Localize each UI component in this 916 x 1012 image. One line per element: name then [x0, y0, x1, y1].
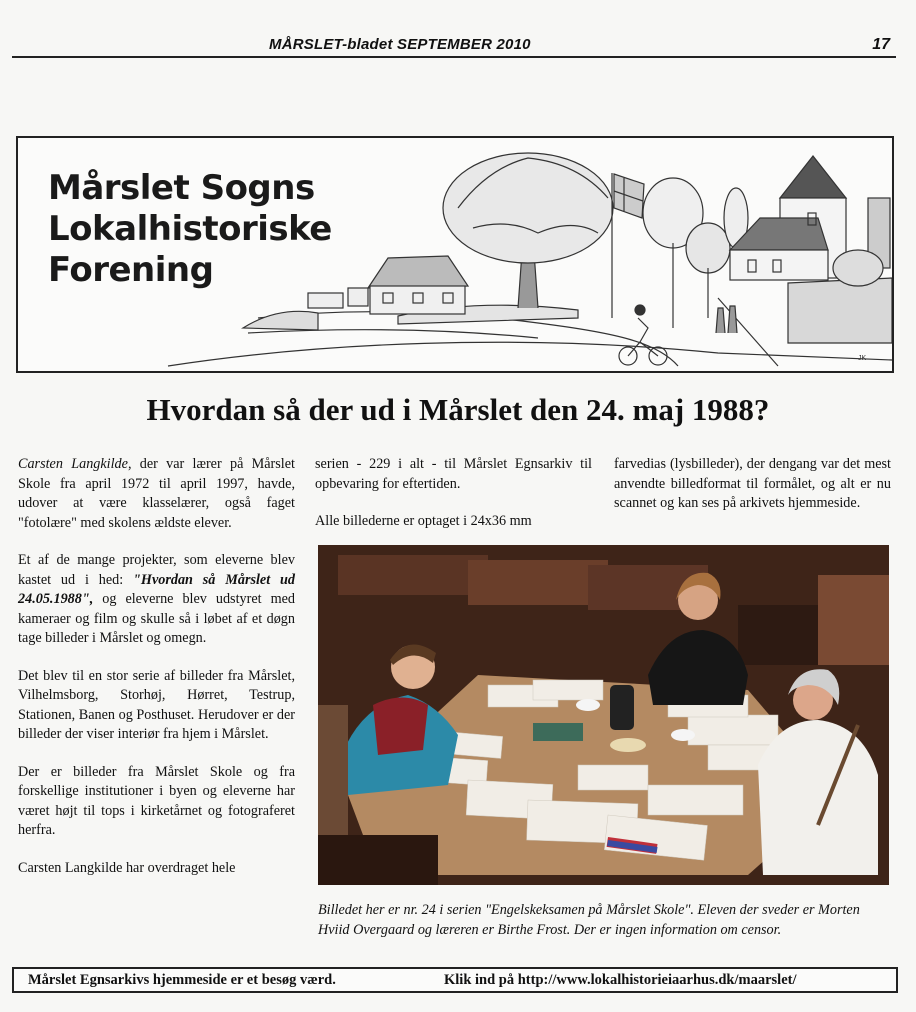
project-text-post: og eleverne blev udstyret med kameraer og film og skulle så i løbet af et døgn tage billeder i Mårslet og omegn. [18, 591, 295, 646]
article-headline: Hvordan så der ud i Mårslet den 24. maj 1988? [146, 392, 770, 427]
article-column-1 [18, 455, 295, 896]
project-text-pre: Et af de mange projekter, som eleverne blev kastet ud i hed: [18, 552, 295, 588]
archive-link[interactable]: Klik ind på http://www.lokalhistorieiaarhus.dk/maarslet/ [444, 972, 797, 988]
page-number: 17 [872, 36, 890, 53]
article-column-3 [614, 455, 891, 532]
newsletter-title: MÅRSLET-bladet SEPTEMBER 2010 [269, 36, 531, 53]
paragraph-handover: Carsten Langkilde har overdraget hele [18, 859, 236, 876]
society-name-line-2: Lokalhistoriske [48, 209, 332, 249]
author-name: Carsten Langkilde [18, 456, 128, 472]
article-column-2 [315, 455, 592, 550]
paragraph-series: Det blev til en stor serie af billeder fra Mårslet, Vilhelmsborg, Storhøj, Hørret, Testrup, Stationen, Banen og Posthuset. Herudover er der billeder der viser interiør fra hjem i Mårslet. [18, 667, 295, 742]
footer-left-text: Mårslet Egnsarkivs hjemmeside er et besøg værd. [28, 972, 336, 988]
artist-signature: JK [858, 355, 867, 362]
footer-banner [12, 967, 898, 993]
exam-photo [318, 545, 889, 885]
society-name-line-3: Forening [48, 250, 214, 290]
paragraph-school: Der er billeder fra Mårslet Skole og fra forskellige institutioner i byen og eleverne har været højt til tops i kirketårnet og fotograferet herfra. [18, 763, 295, 838]
paragraph-format: Alle billederne er optaget i 24x36 mm [315, 513, 532, 529]
classroom-scene [318, 545, 889, 885]
page-header [12, 36, 896, 58]
project-title: "Hvordan så Mårslet ud 24.05.1988", [18, 571, 295, 607]
photo-caption: Billedet her er nr. 24 i serien "Engelskeksamen på Mårslet Skole". Eleven der sveder er Morten Hviid Overgaard og læreren er Birthe Frost. Der er ingen information om censor. [318, 902, 860, 938]
paragraph-slides: farvedias (lysbilleder), der dengang var det mest anvendte billedformat til formålet, og alt er nu scannet og kan ses på arkivets hjemmeside. [614, 456, 891, 511]
society-name [48, 168, 332, 291]
paragraph-archive: serien - 229 i alt - til Mårslet Egnsarkiv til opbevaring for eftertiden. [315, 456, 592, 492]
intro-text: , der var lærer på Mårslet Skole fra april 1972 til april 1997, havde, udover at være klasselærer, også faget "fotolære" med skolens ældste elever. [18, 456, 295, 531]
paragraph-project [18, 551, 295, 649]
society-name-line-1: Mårslet Sogns [48, 168, 315, 208]
society-banner [16, 136, 894, 373]
paragraph-intro [18, 455, 295, 533]
